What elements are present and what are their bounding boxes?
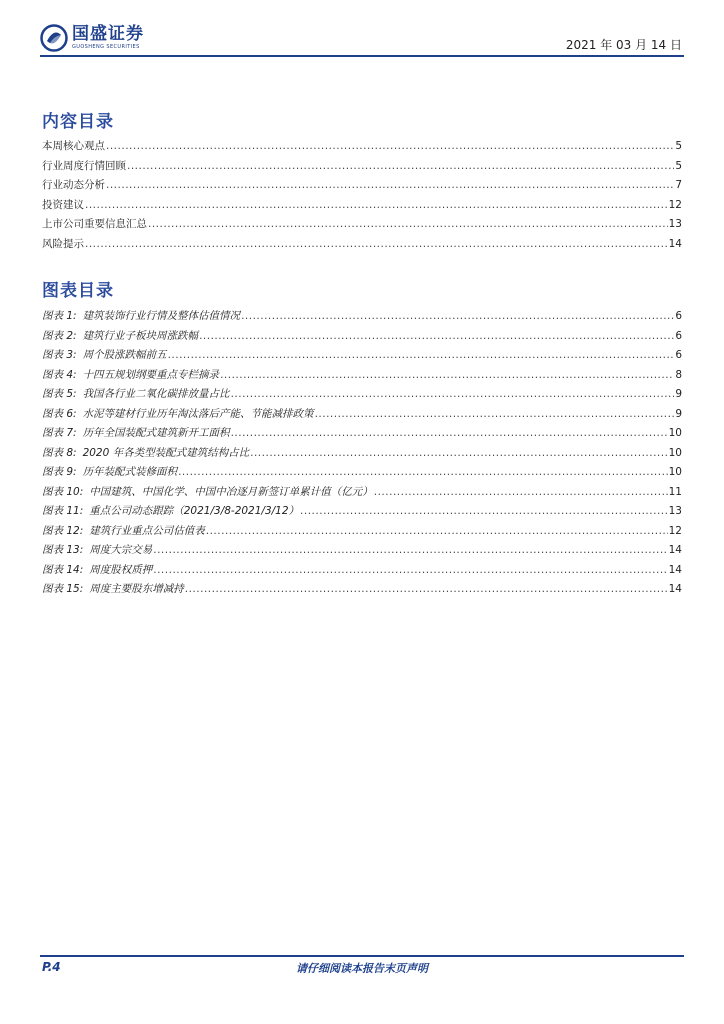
dot-leader: [300, 505, 668, 517]
page-number: P.4: [42, 960, 61, 974]
entry-page-number: 9: [675, 407, 682, 420]
entry-page-number: 10: [668, 427, 682, 439]
figure-label: 图表 8:: [42, 446, 77, 459]
figure-label: 图表 6:: [42, 407, 77, 420]
entry-title: 建筑行业重点公司估值表: [89, 524, 205, 537]
dot-leader: [185, 583, 668, 595]
entry-title: 行业动态分析: [42, 179, 105, 191]
contents-entry[interactable]: [42, 216, 682, 236]
figure-entry[interactable]: [42, 347, 682, 367]
dot-leader: [250, 447, 668, 459]
header-divider: [40, 55, 684, 57]
entry-page-number: 14: [668, 544, 682, 556]
figure-entry[interactable]: [42, 464, 682, 484]
entry-page-number: 6: [675, 349, 682, 361]
entry-page-number: 8: [675, 368, 682, 381]
contents-entry[interactable]: [42, 197, 682, 217]
entry-title: 风险提示: [42, 237, 84, 250]
dot-leader: [153, 564, 667, 576]
figure-label: 图表 5:: [42, 388, 77, 400]
contents-list: [42, 138, 682, 255]
figure-entry[interactable]: [42, 328, 682, 348]
report-date: 2021 年 03 月 14 日: [565, 38, 682, 52]
entry-page-number: 14: [668, 237, 682, 250]
entry-page-number: 5: [675, 140, 682, 152]
contents-entry[interactable]: [42, 158, 682, 178]
figure-entry[interactable]: [42, 503, 682, 523]
dot-leader: [153, 544, 667, 556]
entry-title: 我国各行业二氧化碳排放量占比: [82, 388, 230, 400]
figure-entry[interactable]: [42, 523, 682, 543]
contents-entry[interactable]: [42, 236, 682, 256]
figure-entry[interactable]: [42, 484, 682, 504]
dot-leader: [178, 466, 668, 478]
figure-label: 图表 12:: [42, 524, 84, 537]
entry-page-number: 10: [668, 446, 682, 459]
figure-entry[interactable]: [42, 445, 682, 465]
figure-entry[interactable]: [42, 425, 682, 445]
entry-title: 投资建议: [42, 198, 84, 211]
figure-entry[interactable]: [42, 542, 682, 562]
figure-entry[interactable]: [42, 308, 682, 328]
dot-leader: [374, 486, 668, 498]
entry-page-number: 12: [668, 524, 682, 537]
entry-title: 行业周度行情回顾: [42, 159, 126, 172]
figure-entry[interactable]: [42, 581, 682, 601]
dot-leader: [199, 330, 674, 342]
dot-leader: [231, 388, 675, 400]
entry-page-number: 14: [668, 563, 682, 576]
entry-page-number: 11: [668, 485, 682, 498]
figure-label: 图表 1:: [42, 310, 77, 322]
entry-page-number: 13: [668, 218, 682, 230]
figure-label: 图表 3:: [42, 349, 77, 361]
figure-label: 图表 13:: [42, 544, 84, 556]
entry-title: 重点公司动态跟踪（2021/3/8-2021/3/12）: [89, 505, 300, 517]
dot-leader: [315, 408, 675, 420]
figure-label: 图表 9:: [42, 466, 77, 478]
footer-divider: [40, 955, 684, 957]
entry-title: 周度股权质押: [89, 563, 153, 576]
figure-entry[interactable]: [42, 406, 682, 426]
dot-leader: [106, 140, 674, 152]
company-logo: [40, 22, 144, 54]
contents-entry[interactable]: [42, 177, 682, 197]
entry-title: 十四五规划纲要重点专栏摘录: [82, 368, 220, 381]
figure-entry[interactable]: [42, 386, 682, 406]
entry-page-number: 13: [668, 505, 682, 517]
entry-title: 周度大宗交易: [89, 544, 153, 556]
entry-page-number: 9: [675, 388, 682, 400]
figure-label: 图表 15:: [42, 583, 84, 595]
entry-title: 历年装配式装修面积: [82, 466, 178, 478]
entry-title: 建筑装饰行业行情及整体估值情况: [82, 310, 241, 322]
figure-entry[interactable]: [42, 562, 682, 582]
contents-entry[interactable]: [42, 138, 682, 158]
entry-title: 水泥等建材行业历年淘汰落后产能、节能减排政策: [82, 407, 314, 420]
entry-page-number: 6: [675, 329, 682, 342]
figure-label: 图表 2:: [42, 329, 77, 342]
dot-leader: [206, 525, 668, 537]
dot-leader: [148, 218, 668, 230]
entry-title: 2020 年各类型装配式建筑结构占比: [82, 446, 250, 459]
entry-page-number: 6: [675, 310, 682, 322]
figures-list: [42, 308, 682, 601]
figures-title: 图表目录: [42, 281, 114, 301]
figure-label: 图表 14:: [42, 563, 84, 576]
contents-title: 内容目录: [42, 112, 114, 132]
dot-leader: [106, 179, 674, 191]
dot-leader: [85, 199, 668, 211]
dot-leader: [231, 427, 668, 439]
entry-title: 建筑行业子板块周涨跌幅: [82, 329, 199, 342]
entry-title: 历年全国装配式建筑新开工面积: [82, 427, 230, 439]
page-header: [40, 20, 684, 56]
entry-page-number: 10: [668, 466, 682, 478]
dot-leader: [220, 369, 674, 381]
footer-disclaimer: 请仔细阅读本报告末页声明: [296, 962, 428, 975]
figure-label: 图表 11:: [42, 505, 84, 517]
entry-title: 周度主要股东增减持: [89, 583, 184, 595]
dot-leader: [127, 160, 674, 172]
figure-label: 图表 10:: [42, 485, 84, 498]
figure-label: 图表 7:: [42, 427, 77, 439]
logo-icon: [40, 24, 68, 52]
dot-leader: [85, 238, 668, 250]
entry-page-number: 7: [675, 179, 682, 191]
figure-entry[interactable]: [42, 367, 682, 387]
logo-chinese-name: 国盛证券: [72, 24, 144, 44]
entry-page-number: 12: [668, 198, 682, 211]
logo-english-name: GUOSHENG SECURITIES: [72, 44, 140, 50]
figure-label: 图表 4:: [42, 368, 77, 381]
entry-title: 周个股涨跌幅前五: [82, 349, 167, 361]
entry-title: 上市公司重要信息汇总: [42, 218, 147, 230]
entry-page-number: 14: [668, 583, 682, 595]
entry-title: 中国建筑、中国化学、中国中冶逐月新签订单累计值（亿元）: [89, 485, 373, 498]
entry-title: 本周核心观点: [42, 140, 105, 152]
entry-page-number: 5: [675, 159, 682, 172]
dot-leader: [241, 310, 674, 322]
dot-leader: [168, 349, 675, 361]
